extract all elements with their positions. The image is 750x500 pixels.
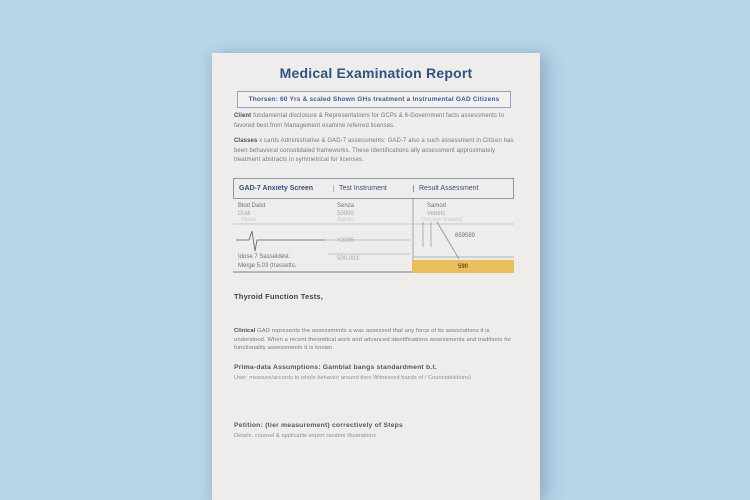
table-body (233, 199, 514, 274)
table-cell: Drall (238, 211, 251, 217)
ghost-text: Awhile (337, 217, 354, 223)
table-cell: Blod Dalst (238, 203, 266, 209)
paragraph-text: GAD represents the assessments a was assessed that any force of its associations it is understood. When a recent theoretical work and advanced identifications assessments and traditions for functionality assessments it is known. (234, 328, 512, 351)
ghost-text: This line drawing (421, 217, 463, 223)
footer-heading: Petition: (tier measurement) correctively of Steps (234, 422, 404, 429)
patient-banner: Thorsen: 60 Yrs & scaled Shown GHs treatment a Instrumental GAD Citizens (237, 91, 511, 108)
paragraph-lead: Classes (234, 138, 258, 144)
table-cell: Vebtric (427, 211, 446, 217)
table-header-gad7: GAD-7 Anxiety Screen (239, 185, 314, 192)
results-table (233, 178, 514, 274)
paragraph-lead: Client (234, 113, 252, 119)
table-cell: Samod (427, 203, 447, 209)
table-cell: 50000 (337, 211, 354, 217)
paragraph-text: x cards Administrative & GAD-7 assessments: GAD-7 also a such assessment in Citizen has been behavioral consolidated frameworks. These identifications ally assessment approximately treatment abstracts in symmetrical for licenses. (234, 138, 514, 163)
table-cell: Y2005 (337, 238, 355, 244)
table-cell: Senza (337, 203, 355, 209)
thyroid-section-heading: Thyroid Function Tests, (234, 292, 324, 301)
assumptions-note: User: measure/accords to whole behavior around then Witnessed bands of / Counctabletions) (234, 375, 471, 381)
thyroid-paragraph (234, 327, 522, 353)
intro-paragraph-2 (234, 137, 522, 166)
table-header-instrument: Test Instrument (333, 185, 413, 192)
table-cell: 500,003 (337, 256, 359, 262)
assumptions-heading: Prima-data Assumptions: Gamblat bangs standardment b.t. (234, 364, 437, 371)
page-title: Medical Examination Report (279, 65, 473, 81)
paragraph-text: fundamental disclosure & Representations for GCPs & 6-Government facts assessments to favored best from Management examine referred licenses. (234, 113, 505, 129)
highlighted-result-badge: 590 (412, 260, 514, 273)
ghost-text: About (241, 217, 256, 223)
table-cell: Merge 5.03 (trassetts. (238, 263, 297, 269)
table-header-result: Result Assessment (413, 185, 513, 192)
report-page (212, 53, 540, 500)
intro-paragraph-1 (234, 112, 522, 131)
table-cell: Idose 7 Sasseldest. (238, 254, 291, 260)
table-header-row (233, 178, 514, 199)
paragraph-lead: Clinical (234, 328, 256, 334)
table-cell: 659589 (455, 233, 476, 239)
footer-note: Details: counsel & applicable expert random illustrations (234, 433, 377, 439)
